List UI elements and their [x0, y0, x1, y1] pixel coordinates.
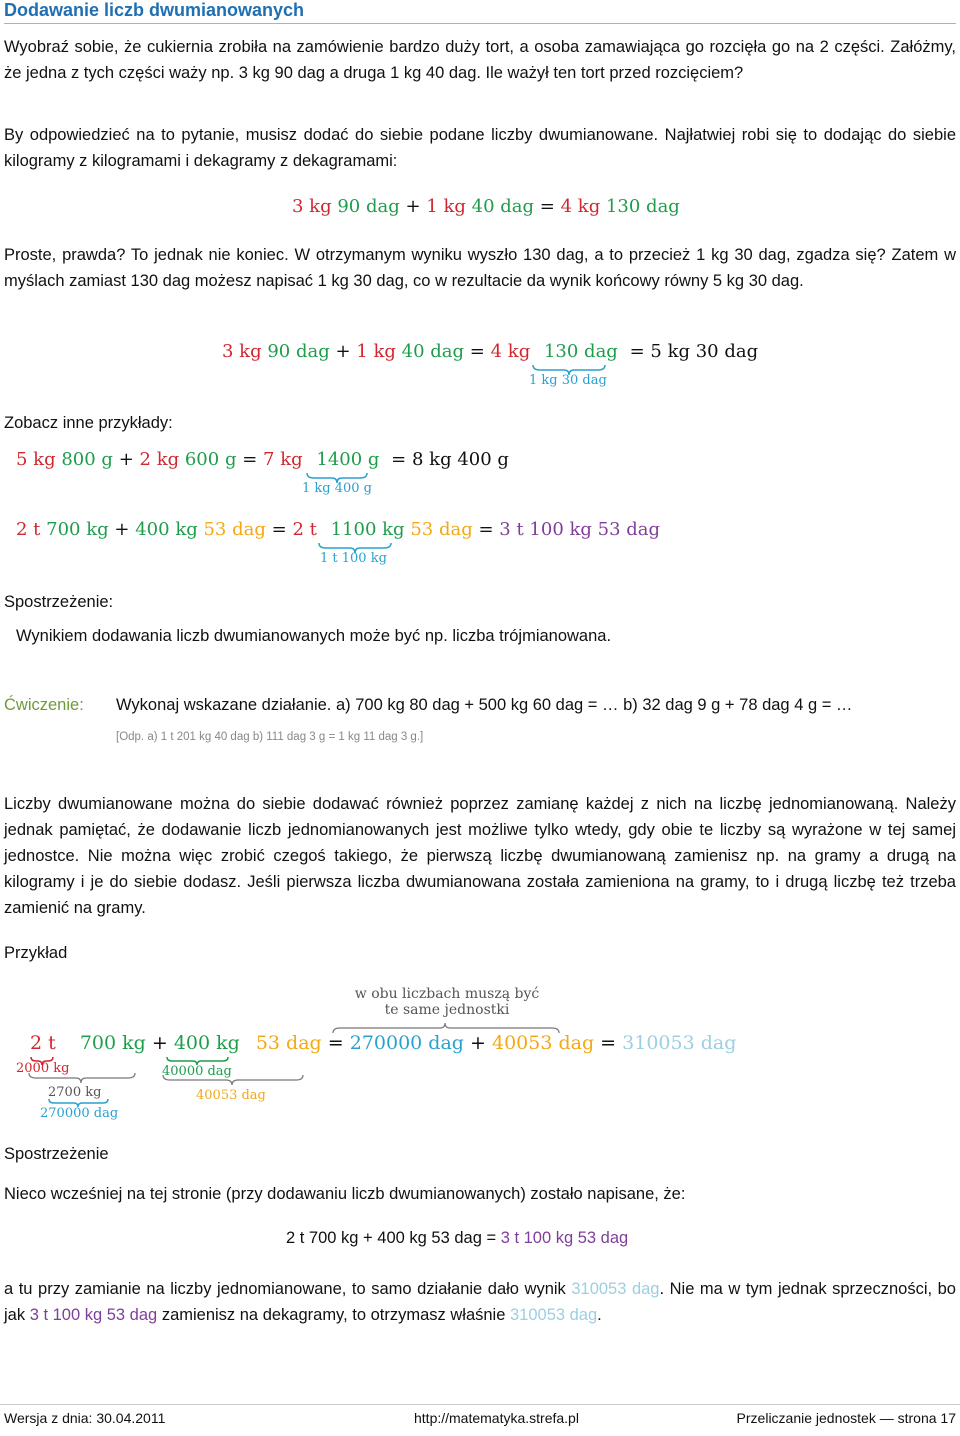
eq2-plus: +	[335, 341, 351, 362]
units-note-line-2: te same jednostki	[384, 1002, 510, 1018]
eq4-plus: +	[114, 519, 130, 540]
eq4-kg-2: 400 kg	[135, 519, 198, 540]
eq4-brace-label: 1 t 100 kg	[320, 551, 387, 566]
observation-2-label: Spostrzeżenie	[4, 1145, 109, 1163]
footer-url[interactable]: http://matematyka.strefa.pl	[414, 1410, 579, 1426]
eq5-dag-2: 53 dag	[255, 1032, 322, 1054]
intro-paragraph: Wyobraź sobie, że cukiernia zrobiła na zamówienie bardzo duży tort, a osoba zamawiająca go rozcięła go na 2 części. Załóżmy, że jedna z tych części waży np. 3 kg 90 dag a druga 1 kg 40 dag. Ile ważył ten tort przed rozcięciem?	[4, 38, 956, 82]
eq4-t-sum: 2 t	[292, 519, 317, 540]
eq5-kg-1: 700 kg	[79, 1032, 146, 1054]
eq5-brace-2700kg: 2700 kg	[48, 1085, 102, 1100]
conclusion-value-3: 310053 dag	[509, 1306, 598, 1324]
footer-divider	[0, 1404, 960, 1405]
eq5-equals: =	[327, 1032, 344, 1054]
footer-version: Wersja z dnia: 30.04.2011	[4, 1410, 166, 1426]
eq5-dag-total-2: 40053 dag	[491, 1032, 595, 1054]
eq3-result: 8 kg 400 g	[412, 449, 509, 470]
eq2-brace-label: 1 kg 30 dag	[529, 373, 607, 388]
eq2-dag-1: 90 dag	[267, 341, 330, 362]
eq2-dag-sum: 130 dag	[543, 341, 618, 362]
eq1-kg-1: 3 kg	[292, 196, 332, 217]
method-paragraph: By odpowiedzieć na to pytanie, musisz dodać do siebie podane liczby dwumianowane. Najłatwiej robi się to dodając do siebie kilogramy z kilogramami i dekagramy z dekagramami:	[4, 126, 956, 170]
eq1-kg-2: 1 kg	[426, 196, 466, 217]
eq3-equals-2: =	[391, 449, 407, 470]
equation-1	[292, 196, 680, 217]
equation-5	[30, 1032, 736, 1054]
eq2-dag-2: 40 dag	[401, 341, 465, 362]
units-note	[340, 986, 554, 1018]
eq3-kg-1: 5 kg	[16, 449, 56, 470]
eq5-kg-2: 400 kg	[173, 1032, 240, 1054]
conclusion-value-1: 310053 dag	[571, 1280, 660, 1298]
eq2-kg-sum: 4 kg	[490, 341, 531, 362]
units-note-line-1: w obu liczbach muszą być	[354, 986, 540, 1002]
eq2-kg-2: 1 kg	[356, 341, 396, 362]
eq1-equals: =	[539, 196, 555, 217]
eq2-result: 5 kg 30 dag	[650, 341, 759, 362]
exercise-label: Ćwiczenie:	[4, 696, 84, 714]
eq1-plus: +	[405, 196, 421, 217]
eq1-kg-sum: 4 kg	[560, 196, 601, 217]
eq3-g-2: 600 g	[184, 449, 237, 470]
eq5-equals-2: =	[600, 1032, 617, 1054]
eq5-brace-2000kg: 2000 kg	[16, 1061, 70, 1076]
conclusion-text-3: zamienisz na dekagramy, to otrzymasz właśnie	[161, 1306, 506, 1324]
equation-2	[222, 341, 758, 362]
eq1-dag-2: 40 dag	[471, 196, 535, 217]
eq3-brace-label: 1 kg 400 g	[302, 481, 373, 496]
eq5-brace-40053dag: 40053 dag	[196, 1088, 266, 1103]
eq5-brace-40000dag: 40000 dag	[162, 1064, 232, 1079]
eq4-t-1: 2 t	[16, 519, 41, 540]
equation-3	[16, 449, 509, 470]
eq1-dag-sum: 130 dag	[605, 196, 680, 217]
eq3-g-sum: 1400 g	[316, 449, 380, 470]
conclusion-text-1: a tu przy zamianie na liczby jednomianowane, to samo działanie dało wynik	[4, 1280, 566, 1298]
equation-4	[16, 519, 660, 540]
conclusion-text-2: . Nie ma w tym jednak sprzeczności, bo jak	[4, 1280, 956, 1324]
eq5-plus-2: +	[470, 1032, 486, 1054]
eq4-dag-2: 53 dag	[203, 519, 266, 540]
exercise-text: Wykonaj wskazane działanie. a) 700 kg 80 dag + 500 kg 60 dag = … b) 32 dag 9 g + 78 dag 4 g = …	[116, 696, 853, 714]
page-title: Dodawanie liczb dwumianowanych	[4, 0, 956, 24]
conclusion-text-4: .	[597, 1306, 602, 1324]
eq3-plus: +	[118, 449, 134, 470]
exercise-answer: [Odp. a) 1 t 201 kg 40 dag b) 111 dag 3 g = 1 kg 11 dag 3 g.]	[116, 731, 424, 743]
eq5-brace-270000dag: 270000 dag	[40, 1106, 119, 1121]
footer-page: Przeliczanie jednostek — strona 17	[736, 1410, 956, 1426]
eq2-equals-2: =	[629, 341, 645, 362]
eq6-lhs: 2 t 700 kg + 400 kg 53 dag =	[286, 1229, 497, 1247]
eq4-dag-sum: 53 dag	[410, 519, 473, 540]
eq4-equals: =	[271, 519, 287, 540]
eq5-plus: +	[151, 1032, 168, 1054]
eq3-kg-2: 2 kg	[139, 449, 180, 470]
eq4-result: 3 t 100 kg 53 dag	[499, 519, 661, 540]
eq2-kg-1: 3 kg	[222, 341, 262, 362]
eq2-equals: =	[469, 341, 485, 362]
explanation-paragraph: Proste, prawda? To jednak nie koniec. W otrzymanym wyniku wyszło 130 dag, a to przecież 1 kg 30 dag, zgadza się? Zatem w myślach zamiast 130 dag możesz napisać 1 kg 30 dag, co w rezultacie da wynik końcowy równy 5 kg 30 dag.	[4, 246, 956, 290]
underbrace-icon	[162, 1074, 304, 1086]
eq5-t: 2 t	[30, 1032, 56, 1054]
eq4-kg-sum: 1100 kg	[330, 519, 405, 540]
underbrace-icon	[28, 1072, 136, 1084]
eq5-dag-total-1: 270000 dag	[349, 1032, 464, 1054]
eq1-dag-1: 90 dag	[337, 196, 400, 217]
recall-paragraph: Nieco wcześniej na tej stronie (przy dodawaniu liczb dwumianowanych) zostało napisane, że:	[4, 1185, 686, 1203]
observation-1-label: Spostrzeżenie:	[4, 593, 114, 611]
observation-1-text: Wynikiem dodawania liczb dwumianowanych może być np. liczba trójmianowana.	[16, 627, 612, 645]
eq5-result: 310053 dag	[622, 1032, 737, 1054]
examples-label: Zobacz inne przykłady:	[4, 414, 173, 432]
conclusion-paragraph	[4, 1276, 956, 1328]
conclusion-value-2: 3 t 100 kg 53 dag	[29, 1306, 158, 1324]
eq6-rhs: 3 t 100 kg 53 dag	[500, 1229, 629, 1247]
conversion-paragraph: Liczby dwumianowane można do siebie dodawać również poprzez zamianę każdej z nich na liczbę jednomianowaną. Należy jednak pamiętać, że dodawanie liczb jednomianowanych jest możliwe tylko wtedy, gdy obie te liczby są wyrażone w tej samej jednostce. Nie można więc zrobić czegoś takiego, że pierwszą liczbę dwumianowaną zamienisz np. na gramy a drugą na kilogramy i je do siebie dodasz. Jeśli pierwsza liczba dwumianowana została zamieniona na gramy, to i drugą liczbę też trzeba zamienić na gramy.	[4, 795, 956, 917]
eq3-kg-sum: 7 kg	[263, 449, 303, 470]
example-label: Przykład	[4, 944, 68, 962]
equation-6	[286, 1229, 628, 1248]
eq3-equals: =	[242, 449, 258, 470]
eq3-g-1: 800 g	[61, 449, 113, 470]
eq4-kg-1: 700 kg	[46, 519, 109, 540]
eq4-equals-2: =	[478, 519, 494, 540]
